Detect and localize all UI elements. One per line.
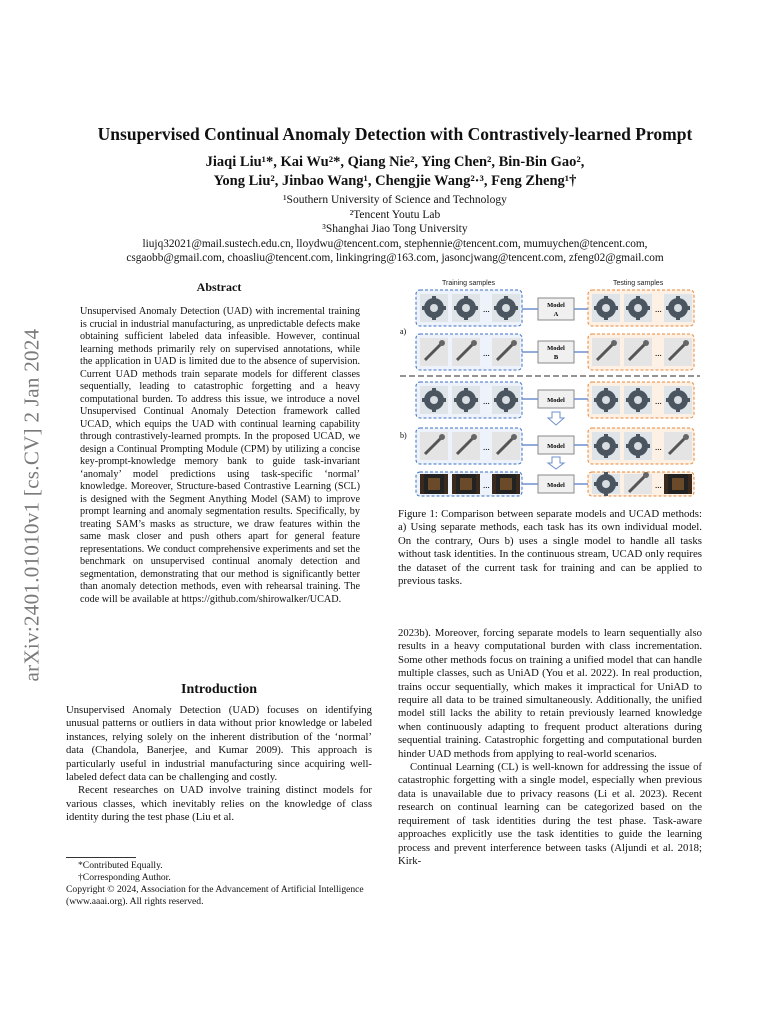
footnote-rule — [66, 857, 136, 858]
authors-line-1: Jiaqi Liu¹*, Kai Wu²*, Qiang Nie², Ying Chen², Bin-Bin Gao², — [205, 154, 585, 170]
affiliation-3: ³Shanghai Jiao Tong University — [322, 223, 468, 235]
ellipsis: ... — [483, 348, 490, 358]
model-b-label: Model — [547, 345, 565, 352]
emails-line-2: csgaobb@gmail.com, choasliu@tencent.com, linkingring@163.com, jasoncjwang@tencent.com, zfeng02@gmail.com — [126, 252, 664, 264]
caption-text: Figure 1: Comparison between separate models and UCAD methods: a) Using separate methods, each task has its own individual model. On the contrary, Ours b) uses a single model to handle all tasks without task identities. In the continuous stream, UCAD only requires the dataset of the current task for training and can be applied to previous tasks. — [398, 508, 702, 588]
right-paragraph-2: Continual Learning (CL) is well-known for addressing the issue of catastrophic forgetting with a single model, especially when previous data is unavailable due to privacy reasons (Li et al. 2023). Recent research on continual learning can be categorized based on the requirement of task identities during the test phase. Task-aware approaches explicitly use the task identities to guide the learning process and prevent interference between tasks (Aljundi et al. 2018; Kirk- — [398, 761, 702, 867]
authors-line-2: Yong Liu², Jinbao Wang¹, Chengjie Wang²·³, Feng Zheng¹† — [213, 173, 577, 189]
paper-title: Unsupervised Continual Anomaly Detection with Contrastively-learned Prompt — [97, 124, 693, 144]
model-a-label: Model — [547, 302, 565, 309]
right-paragraph-1: 2023b). Moreover, forcing separate models to learn sequentially also results in a heavy computational burden with class incrementation. Some other methods focus on training a unified model that can handle multiple classes, such as UniAD (You et al. 2022). In real production, trains occur sequentially, which makes it impractical for UniAD to require all data to be trained simultaneously. Additionally, the unified model still lacks the ability to retain previously learned knowledge when continuously adapting to frequent product alterations during sequential training. Catastrophic forgetting and computational burden hinder UAD methods from applying to real-world scenarios. — [398, 627, 702, 760]
ellipsis: ... — [483, 442, 490, 452]
figure-caption — [398, 508, 702, 588]
ellipsis: ... — [483, 396, 490, 406]
footnotes — [66, 860, 372, 908]
abstract-text: Unsupervised Anomaly Detection (UAD) with incremental training is crucial in industrial manufacturing, as unpredictable defects make obtaining sufficient labeled data infeasible. However, continual learning methods primarily rely on supervised annotations, while the application in UAD is limited due to the absence of supervision. Current UAD methods train separate models for different classes sequentially, leading to catastrophic forgetting and a heavy computational burden. To address this issue, we introduce a novel Unsupervised Continual Anomaly Detection framework called UCAD, which equips the UAD with continual learning capability through contrastively-learned prompts. In the proposed UCAD, we design a Continual Prompting Module (CPM) by utilizing a concise key-prompt-knowledge memory bank to guide task-invariant ‘anomaly’ model predictions using task-specific ‘normal’ knowledge. Moreover, Structure-based Contrastive Learning (SCL) is designed with the Segment Anything Model (SAM) to improve prompt learning and anomaly segmentation results. Specifically, by treating SAM’s masks as structure, we draw features within the same mask closer and push others apart for general feature representations. We conduct comprehensive experiments and set the benchmark on unsupervised continual anomaly detection and segmentation, demonstrating that our method is significantly better than anomaly detection methods, even with rehearsal training. The code will be available at https://github.com/shirowalker/UCAD. — [80, 306, 360, 605]
ellipsis: ... — [655, 304, 662, 314]
intro-paragraph-2: Recent researches on UAD involve training distinct models for various classes, which inevitably relies on the knowledge of class identity during the test phase (Liu et al. — [66, 784, 372, 824]
affiliation-2: ²Tencent Youtu Lab — [349, 208, 441, 221]
right-column-body — [398, 627, 702, 868]
ellipsis: ... — [655, 396, 662, 406]
model-label: Model — [547, 397, 565, 404]
arxiv-id: arXiv:2401.01010v1 [cs.CV] 2 Jan 2024 — [19, 328, 44, 682]
figure-1 — [398, 276, 702, 498]
ellipsis: ... — [655, 442, 662, 452]
chip-icon — [456, 474, 476, 494]
training-samples-label: Training samples — [442, 280, 496, 287]
copyright-notice: Copyright © 2024, Association for the Advancement of Artificial Intelligence (www.aaai.org). All rights reserved. — [66, 884, 364, 907]
chip-icon — [496, 474, 516, 494]
intro-paragraph-1: Unsupervised Anomaly Detection (UAD) focuses on identifying unusual patterns or outliers in data without prior knowledge or labeled instances, relying solely on the inherent distribution of the ‘normal’ data (Chandola, Banerjee, and Kumar 2009). This approach is particularly useful in industrial manufacturing since acquiring well-labeled defect data can be challenging and costly. — [66, 704, 372, 784]
ellipsis: ... — [483, 480, 490, 490]
author-list — [100, 153, 690, 191]
model-b-sub: B — [553, 354, 559, 361]
introduction-heading: Introduction — [181, 682, 257, 697]
ellipsis: ... — [655, 480, 662, 490]
down-arrow-icon — [548, 412, 564, 425]
affiliation-1: ¹Southern University of Science and Technology — [283, 194, 507, 206]
model-label: Model — [547, 482, 565, 489]
model-label: Model — [547, 443, 565, 450]
footnote-equal: *Contributed Equally. — [78, 860, 163, 871]
testing-samples-label: Testing samples — [613, 280, 664, 287]
introduction-body — [66, 704, 372, 825]
emails — [40, 237, 750, 265]
down-arrow-icon — [548, 457, 564, 469]
abstract-body — [80, 306, 360, 606]
affiliations — [100, 193, 690, 237]
ellipsis: ... — [655, 348, 662, 358]
chip-icon — [668, 474, 688, 494]
panel-a-label: a) — [400, 327, 407, 336]
chip-icon — [424, 474, 444, 494]
abstract-heading: Abstract — [196, 280, 242, 294]
emails-line-1: liujq32021@mail.sustech.edu.cn, lloydwu@tencent.com, stephennie@tencent.com, mumuychen@tencent.com, — [142, 238, 648, 250]
footnote-corresponding: †Corresponding Author. — [78, 872, 171, 883]
model-a-sub: A — [553, 311, 559, 318]
ellipsis: ... — [483, 304, 490, 314]
arxiv-sidebar — [12, 280, 52, 730]
panel-b-label: b) — [400, 431, 407, 440]
